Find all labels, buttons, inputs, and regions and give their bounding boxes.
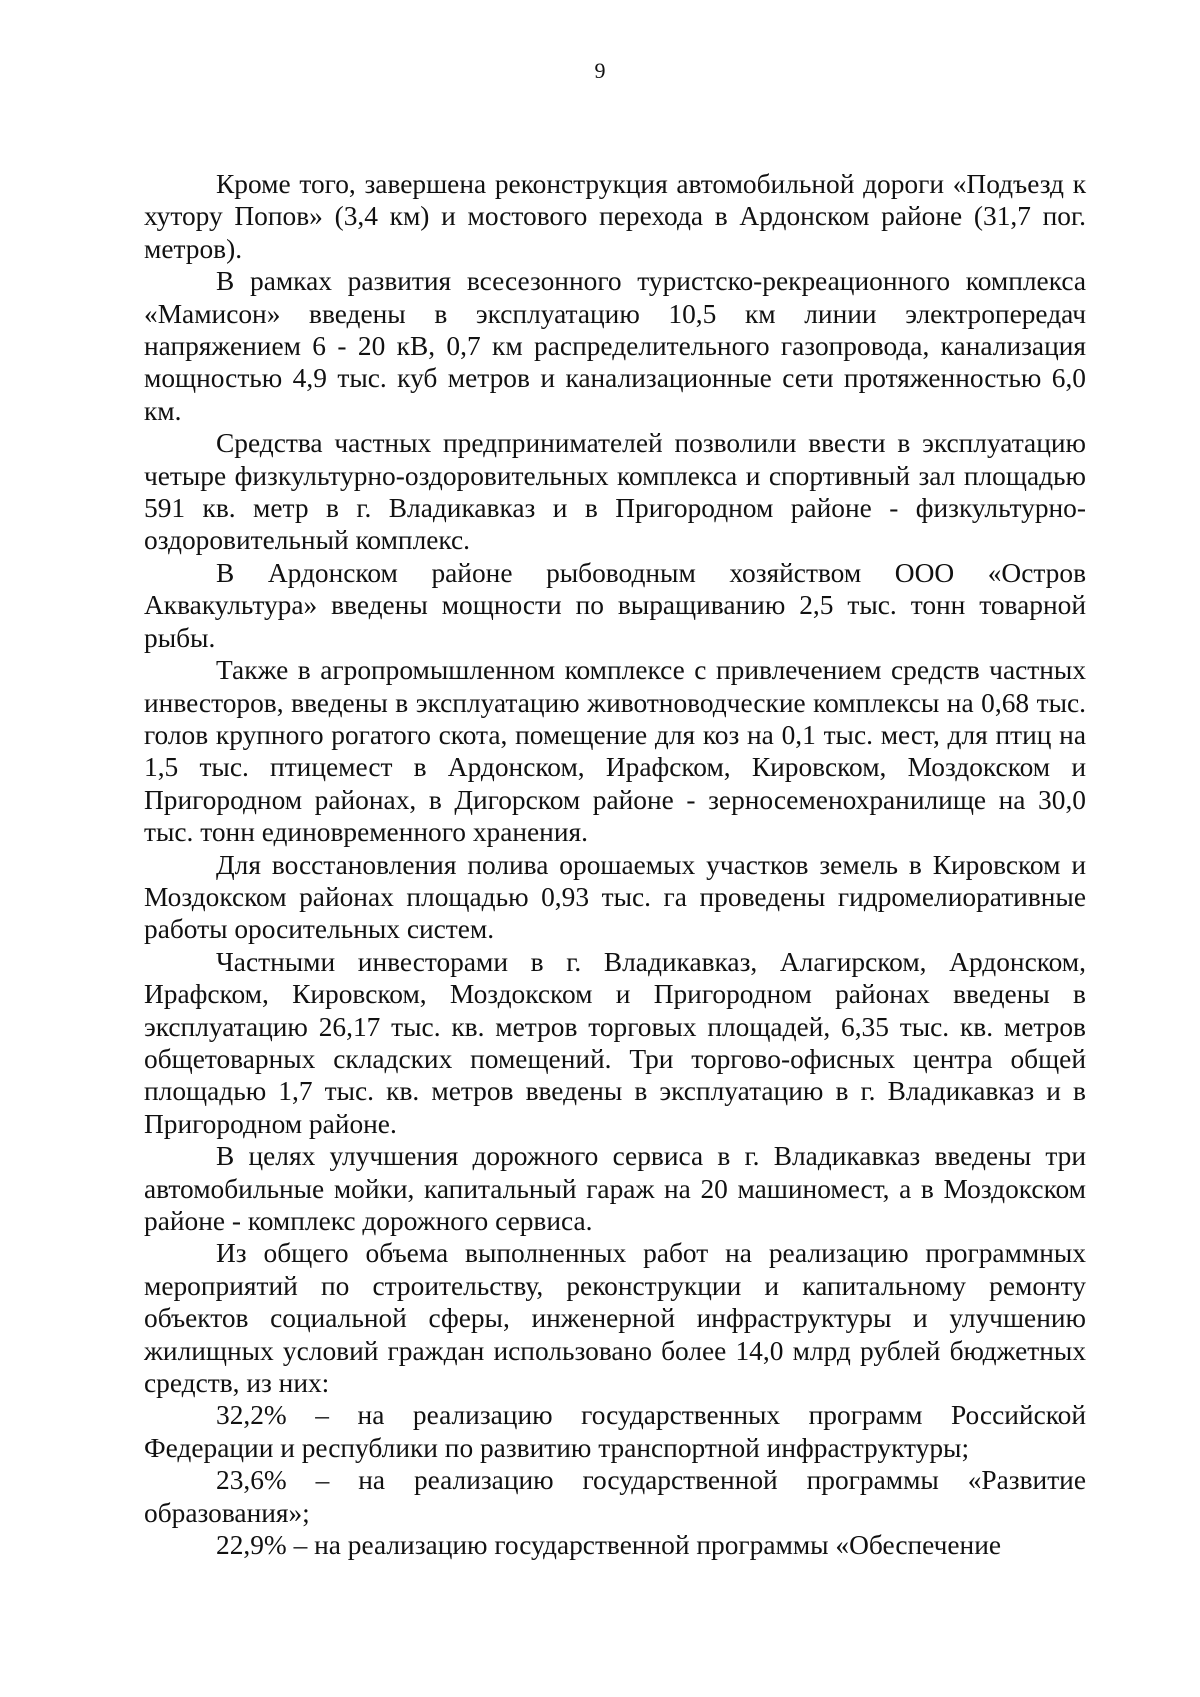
paragraph-mamison-complex: В рамках развития всесезонного туристско-рекреационного комплекса «Мамисон» введены в эксплуатацию 10,5 км линии электропередач напряжением 6 - 20 кВ, 0,7 км распределительного газопровода, канализация мощностью 4,9 тыс. куб метров и канализационные сети протяженностью 6,0 км.	[144, 266, 1086, 426]
paragraph-irrigation: Для восстановления полива орошаемых участков земель в Кировском и Моздокском районах площадью 0,93 тыс. га проведены гидромелиоративные работы оросительных систем.	[144, 849, 1086, 945]
paragraph-road-reconstruction: Кроме того, завершена реконструкция автомобильной дороги «Подъезд к хутору Попов» (3,4 км) и мостового перехода в Ардонском районе (31,7 пог. метров).	[144, 169, 1086, 264]
paragraph-education-share: 23,6% – на реализацию государственной программы «Развитие образования»;	[144, 1465, 1086, 1528]
paragraph-provision-share: 22,9% – на реализацию государственной программы «Обеспечение	[216, 1530, 1002, 1561]
paragraph-transport-share: 32,2% – на реализацию государственных программ Российской Федерации и республики по развитию транспортной инфраструктуры;	[144, 1400, 1086, 1463]
paragraph-road-service: В целях улучшения дорожного сервиса в г. Владикавказ введены три автомобильные мойки, капитальный гараж на 20 машиномест, а в Моздокском районе - комплекс дорожного сервиса.	[144, 1141, 1086, 1236]
paragraph-trade-areas: Частными инвесторами в г. Владикавказ, Алагирском, Ардонском, Ирафском, Кировском, Моздокском и Пригородном районах введены в эксплуатацию 26,17 тыс. кв. метров торговых площадей, 6,35 тыс. кв. метров общетоварных складских помещений. Три торгово-офисных центра общей площадью 1,7 тыс. кв. метров введены в эксплуатацию в г. Владикавказ и в Пригородном районе.	[144, 946, 1086, 1139]
document-body	[144, 168, 1086, 1561]
paragraph-sports-facilities: Средства частных предпринимателей позволили ввести в эксплуатацию четыре физкультурно-оздоровительных комплекса и спортивный зал площадью 591 кв. метр в г. Владикавказ и в Пригородном районе - физкультурно-оздоровительный комплекс.	[144, 428, 1086, 556]
page-number: 9	[594, 58, 606, 83]
paragraph-budget-funds: Из общего объема выполненных работ на реализацию программных мероприятий по строительству, реконструкции и капитальному ремонту объектов социальной сферы, инженерной инфраструктуры и улучшению жилищных условий граждан использовано более 14,0 млрд рублей бюджетных средств, из них:	[144, 1238, 1086, 1399]
paragraph-agro-complex: Также в агропромышленном комплексе с привлечением средств частных инвесторов, введены в эксплуатацию животноводческие комплексы на 0,68 тыс. голов крупного рогатого скота, помещение для коз на 0,1 тыс. мест, для птиц на 1,5 тыс. птицемест в Ардонском, Ирафском, Кировском, Моздокском и Пригородном районах, в Дигорском районе - зерносеменохранилище на 30,0 тыс. тонн единовременного хранения.	[144, 655, 1086, 848]
paragraph-aquaculture: В Ардонском районе рыбоводным хозяйством ООО «Остров Аквакультура» введены мощности по выращиванию 2,5 тыс. тонн товарной рыбы.	[144, 557, 1086, 653]
